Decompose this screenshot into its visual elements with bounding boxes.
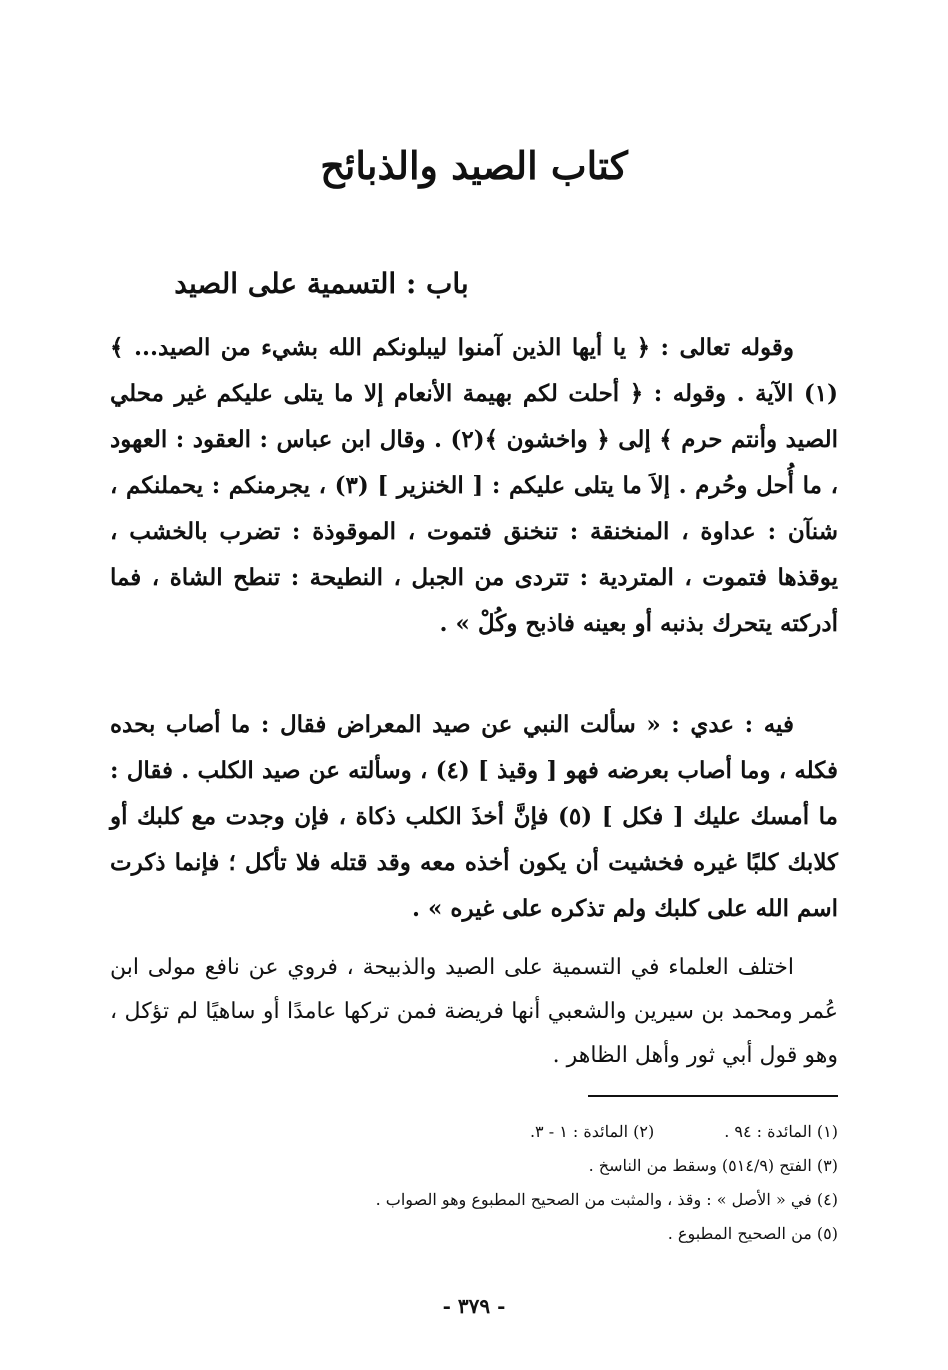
page-number: - ٣٧٩ - [442, 1294, 506, 1318]
footnotes [110, 1115, 838, 1251]
book-title: كتاب الصيد والذبائح [320, 143, 628, 188]
footnote-row [110, 1115, 838, 1149]
paragraph-quran-verses: وقوله تعالى : ﴿ يا أيها الذين آمنوا ليبلونكم الله بشيء من الصيد... ﴾ (١) الآية . وقوله : ﴿ أحلت لكم بهيمة الأنعام إلا ما يتلى عليكم غير محلي الصيد وأنتم حرم ﴾ إلى ﴿ واخشون ﴾(٢) . وقال ابن عباس : العقود : العهود ، ما أُحل وحُرم . إلاَ ما يتلى عليكم : [ الخنزير ] (٣) ، يجرمنكم : يحملنكم ، شنآن : عداوة ، المنخنقة : تنخنق فتموت ، الموقوذة : تضرب بالخشب ، يوقذها فتموت ، المتردية : تتردى من الجبل ، النطيحة : تنطح الشاة ، فما أدركته يتحرك بذنبه أو بعينه فاذبح وكُلْ » . [110, 334, 838, 637]
paragraph-hadith-adi: فيه : عدي : « سألت النبي عن صيد المعراض فقال : ما أصاب بحده فكله ، وما أصاب بعرضه فهو [ وقيذ ] (٤) ، وسألته عن صيد الكلب . فقال : ما أمسك عليك [ فكل ] (٥) فإنَّ أخذَ الكلب ذكاة ، فإن وجدت مع كلبك أو كلابك كلبًا غيره فخشيت أن يكون أخذه معه وقد قتله فلا تأكل ؛ فإنما ذكرت اسم الله على كلبك ولم تذكره على غيره » . [110, 711, 838, 922]
footnote-1: (١) المائدة : ٩٤ . [724, 1122, 838, 1141]
footnote-3: (٣) الفتح (٥١٤/٩) وسقط من الناسخ . [588, 1156, 838, 1175]
footnote-5: (٥) من الصحيح المطبوع . [667, 1224, 838, 1243]
footnote-4: (٤) في « الأصل » : وقذ ، والمثبت من الصحيح المطبوع وهو الصواب . [375, 1190, 838, 1209]
footnote-divider [588, 1095, 838, 1097]
chapter-heading: باب : التسمية على الصيد [174, 267, 469, 300]
footnote-2: (٢) المائدة : ١ - ٣. [529, 1122, 655, 1141]
paragraph-commentary: اختلف العلماء في التسمية على الصيد والذبيحة ، فروي عن نافع مولى ابن عُمر ومحمد بن سيرين والشعبي أنها فريضة فمن تركها عامدًا أو ساهيًا لم تؤكل ، وهو قول أبي ثور وأهل الظاهر . [110, 955, 838, 1068]
